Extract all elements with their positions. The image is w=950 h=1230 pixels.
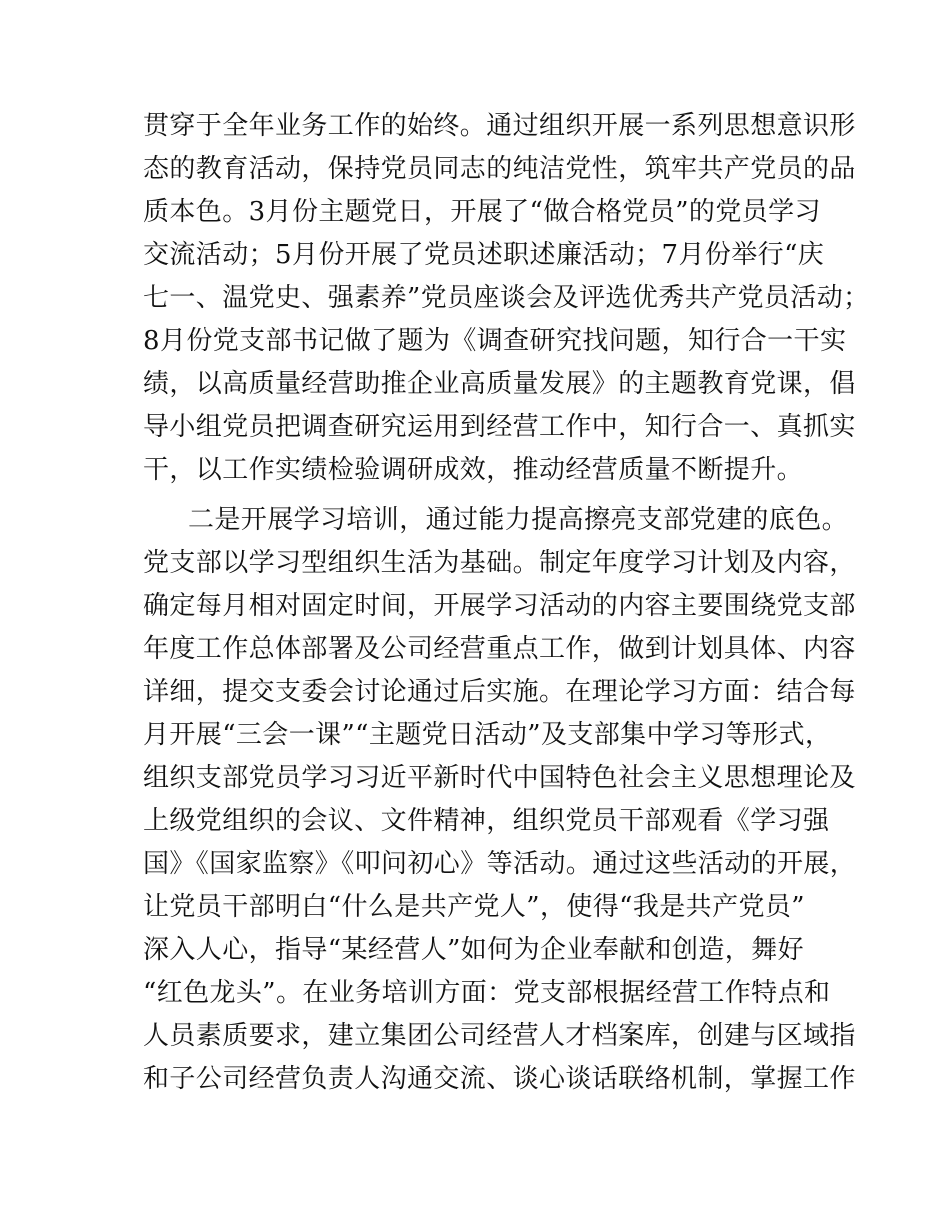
text-line: 质本色。3月份主题党日，开展了“做合格党员”的党员学习 (143, 197, 821, 227)
text-line: 七一、温党史、强素养”党员座谈会及评选优秀共产党员活动； (143, 283, 870, 313)
text-line: 8月份党支部书记做了题为《调查研究找问题，知行合一干实 (143, 326, 847, 356)
text-line: 年度工作总体部署及公司经营重点工作，做到计划具体、内容 (143, 634, 856, 664)
text-line: “红色龙头”。在业务培训方面：党支部根据经营工作特点和 (143, 978, 831, 1008)
text-line: 深入人心，指导“某经营人”如何为企业奉献和创造，舞好 (143, 935, 804, 965)
text-line: 贯穿于全年业务工作的始终。通过组织开展一系列思想意识形 (143, 111, 856, 141)
paragraph-first-line: 二是开展学习培训，通过能力提高擦亮支部党建的底色。 (188, 505, 849, 535)
text-line: 交流活动；5月份开展了党员述职述廉活动；7月份举行“庆 (143, 240, 825, 270)
text-line: 组织支部党员学习习近平新时代中国特色社会主义思想理论及 (143, 763, 856, 793)
text-line: 和子公司经营负责人沟通交流、谈心谈话联络机制，掌握工作 (143, 1064, 856, 1094)
text-line: 国》《国家监察》《叩问初心》等活动。通过这些活动的开展， (143, 849, 857, 879)
text-line: 绩，以高质量经营助推企业高质量发展》的主题教育党课，倡 (143, 369, 856, 399)
text-line: 党支部以学习型组织生活为基础。制定年度学习计划及内容， (143, 548, 856, 578)
text-line: 人员素质要求，建立集团公司经营人才档案库，创建与区域指 (143, 1021, 856, 1051)
text-line: 让党员干部明白“什么是共产党人”，使得“我是共产党员” (143, 892, 805, 922)
text-line: 导小组党员把调查研究运用到经营工作中，知行合一、真抓实 (143, 412, 856, 442)
text-line: 上级党组织的会议、文件精神，组织党员干部观看《学习强 (143, 806, 830, 836)
text-line: 态的教育活动，保持党员同志的纯洁党性，筑牢共产党员的品 (143, 154, 856, 184)
text-line: 干，以工作实绩检验调研成效，推动经营质量不断提升。 (143, 455, 804, 485)
text-line: 月开展“三会一课”“主题党日活动”及支部集中学习等形式， (143, 720, 832, 750)
text-line: 确定每月相对固定时间，开展学习活动的内容主要围绕党支部 (143, 591, 856, 621)
text-line: 详细，提交支委会讨论通过后实施。在理论学习方面：结合每 (143, 677, 856, 707)
